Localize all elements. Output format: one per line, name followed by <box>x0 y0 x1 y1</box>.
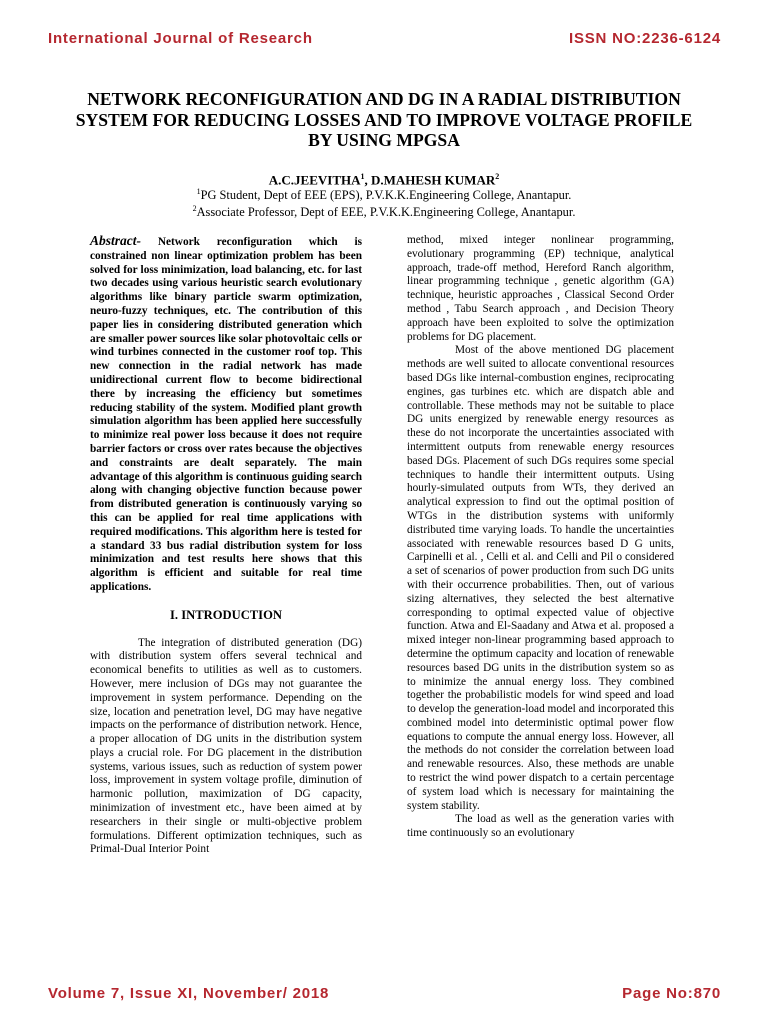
author-2: D.MAHESH KUMAR <box>371 172 496 188</box>
left-column <box>90 234 362 857</box>
abstract <box>90 234 362 595</box>
affiliation-2 <box>0 204 768 220</box>
intro-paragraph-2: Most of the above mentioned DG placement methods are well suited to allocate conventional resources based DGs like internal-combustion engines, reciprocating engines, gas turbines etc. which are dispatch able and controllable. These methods may not be suitable to place DG units energized by renewable energy resources as these do not incorporate the uncertainties associated with intermittent outputs from renewable energy resources based DGs. Placement of such DGs requires some special techniques to handle their intermittent outputs. Using hourly-simulated outputs from WTs, they derived an analytical expression to find out the optimal position of WTGs in the distribution systems with uniformly distributed time varying loads. To handle the uncertainties associated with renewable resources based D G units, Carpinelli et al. , Celli et al. and Celli and Pil o considered a set of scenarios of power production from such DG units with their occurrence probabilities. Then, out of various sizing alternatives, they selected the best alternative corresponding to optimal expected value of objective function. Atwa and El-Saadany and Atwa et al. proposed a mixed integer non-linear programming based approach to determine the optimum capacity and location of renewable resources based DG units in the distribution system so as to minimize the annual energy loss. They combined together the probabilistic models for wind speed and load to develop the generation-load model and incorporated this combined model into deterministic optimal power flow equations to compute the annual energy loss. However, all the methods do not consider the correlation between load and renewable resources. Also, these methods are unable to restrict the wind power dispatch to a certain percentage of system load which is necessary for maintaining the system stability. <box>407 344 674 812</box>
issn-number: ISSN NO:2236-6124 <box>568 30 721 47</box>
author-separator: , <box>364 172 372 188</box>
right-column <box>407 234 674 841</box>
introduction-heading: I. INTRODUCTION <box>170 607 282 622</box>
affiliation-2-text: Associate Professor, Dept of EEE, P.V.K.K.Engineering College, Anantapur. <box>196 205 576 220</box>
author-line <box>0 172 768 188</box>
abstract-label: Abstract- <box>90 233 142 248</box>
author-2-sup: 2 <box>495 172 500 181</box>
paper-title: NETWORK RECONFIGURATION AND DG IN A RADIAL DISTRIBUTION SYSTEM FOR REDUCING LOSSES AND TO IMPROVE VOLTAGE PROFILE BY USING MPGSA <box>75 89 693 150</box>
intro-paragraph-1-continued: method, mixed integer nonlinear programming, evolutionary programming (EP) technique, analytical approach, trade-off method, Hereford Ranch algorithm, linear programming technique , genetic algorithm (GA) technique, heuristic approaches , Classical Second Order method , Tabu Search approach , and Decision Theory approach have been exploited to solve the optimization problems for DG placement. <box>407 234 674 343</box>
journal-name: International Journal of Research <box>48 30 313 47</box>
volume-info: Volume 7, Issue XI, November/ 2018 <box>48 985 330 1002</box>
affiliation-2-sup: 2 <box>192 204 197 213</box>
page-number: Page No:870 <box>622 985 721 1002</box>
affiliation-1-sup: 1 <box>196 187 201 196</box>
affiliation-1 <box>0 187 768 203</box>
author-1-sup: 1 <box>360 172 365 181</box>
affiliation-1-text: PG Student, Dept of EEE (EPS), P.V.K.K.Engineering College, Anantapur. <box>200 188 572 203</box>
intro-paragraph-3: The load as well as the generation varies with time continuously so an evolutionary <box>407 813 674 840</box>
abstract-text: Network reconfiguration which is constrained non linear optimization problem has been solved for loss minimization, load balancing, etc. for last two decades using various heuristic search evolutionary algorithms like binary particle swarm optimization, neuro-fuzzy techniques, etc. The contribution of this paper lies in considering distributed generation which are smaller power sources like solar photovoltaic cells or wind turbines connected in the customer roof top. This new connection in the radial network has made unidirectional current flow to become bidirectional there by increasing the efficiency but sometimes reducing stability of the system. Modified plant growth simulation algorithm has been applied here successfully to minimize real power loss because it does not require barrier factors or cross over rates because the objectives and constraints are dealt separately. The main advantage of this algorithm is continuous guiding search along with changing objective function because power from distributed generation is continuously varying so this can be applied for real time applications with required modifications. This algorithm here is tested for a standard 33 bus radial distribution system for loss minimization and test results here shows that this algorithm is efficient and suitable for real time applications. <box>90 236 362 593</box>
intro-paragraph-1: The integration of distributed generation (DG) with distribution system offers several technical and economical benefits to utilities as well as to customers. However, mere inclusion of DGs may not guarantee the improvement in system performance. Depending on the size, location and penetration level, DG may have negative impacts on the performance of distribution network. Hence, a proper allocation of DG units in the distribution system plays a crucial role. For DG placement in the distribution systems, various issues, such as reduction of system power loss, improvement in system voltage profile, diminution of harmonic pollution, maximization of DG capacity, minimization of investment etc., have been aimed at by researchers in their single or multi-objective problem formulations. Different optimization techniques, such as Primal-Dual Interior Point <box>90 636 362 856</box>
author-1: A.C.JEEVITHA <box>268 172 361 188</box>
